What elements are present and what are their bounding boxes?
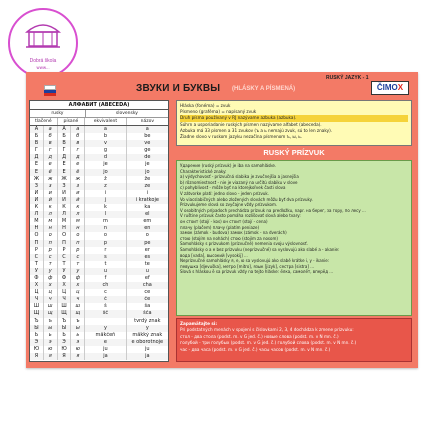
alphabet-cell: а xyxy=(44,126,58,133)
alphabet-cell: a xyxy=(85,126,126,133)
alphabet-cell: Ф xyxy=(58,275,72,282)
col-printed: tlačené xyxy=(30,118,58,125)
alphabet-row xyxy=(30,310,168,317)
alphabet-cell: o xyxy=(145,232,149,239)
alphabet-cell: ge xyxy=(144,147,151,154)
alphabet-cell: jo xyxy=(85,169,126,176)
info-line: Druh písma používaný v RJ nazývame azbuka (azbuka). xyxy=(180,115,408,121)
rule-line: вода [vada], высокий [vysokij] ... xyxy=(180,252,248,258)
alphabet-cell: л xyxy=(44,211,58,218)
logo-url: www... xyxy=(36,65,50,70)
alphabet-cell: Р xyxy=(30,247,44,254)
alphabet-cell: р xyxy=(71,247,85,254)
alphabet-cell: н xyxy=(44,225,58,232)
alphabet-cell: З xyxy=(58,183,72,190)
alphabet-cell: С xyxy=(58,254,72,261)
alphabet-row xyxy=(30,225,168,232)
alphabet-cell: p xyxy=(85,240,126,247)
alphabet-cell: Ь xyxy=(58,332,72,339)
alphabet-cell: je xyxy=(85,161,126,168)
alphabet-cell: у xyxy=(44,268,58,275)
alphabet-cell: a xyxy=(145,126,149,132)
rule-line: V osobitných prípadoch prechádza prízvuk na predložku, napr. на берег, за гору, по лесу ... xyxy=(180,207,366,213)
alphabet-cell: ю xyxy=(44,346,58,353)
stress-rules-box xyxy=(176,160,412,316)
alphabet-cell: и xyxy=(71,190,85,197)
remember-line: час - два часа (podst. m. v G jed. č.) часы часов (podst. m. v N mn. č.) xyxy=(180,346,331,352)
alphabet-cell: Э xyxy=(30,339,44,346)
remember-box xyxy=(176,318,412,362)
alphabet-title: АЛФАВИТ (ABECEDA) xyxy=(30,101,168,110)
alphabet-cell: Щ xyxy=(30,310,44,317)
alphabet-cell: р xyxy=(44,247,58,254)
alphabet-cell: ce xyxy=(144,289,151,296)
alphabet-cell: ь xyxy=(44,332,58,339)
alphabet-cell: У xyxy=(30,268,44,275)
info-line: Súhrn a usporiadanie ruských písmen nazývame alfabet (abeceda). xyxy=(180,121,322,127)
alphabet-cell: П xyxy=(30,240,44,247)
alphabet-row xyxy=(30,353,168,360)
alphabet-cell: pe xyxy=(144,239,151,246)
alphabet-cell: К xyxy=(30,204,44,211)
alphabet-cell: Ц xyxy=(30,289,44,296)
alphabet-cell: c xyxy=(85,289,126,296)
alphabet-cell: u xyxy=(145,267,149,274)
alphabet-cell: i xyxy=(146,189,149,196)
rule-line: Samohlásky o a e bez prízvuku (neprízvučné) sa vyslovujú ako slabé a - akanie: xyxy=(180,246,340,252)
alphabet-row xyxy=(30,190,168,197)
alphabet-cell: х xyxy=(71,282,85,289)
alphabet-cell: šča xyxy=(143,310,152,317)
alphabet-cell: з xyxy=(71,183,85,190)
alphabet-cell: Ж xyxy=(58,176,72,183)
alphabet-cell: Й xyxy=(30,197,44,204)
alphabet-cell: o xyxy=(85,232,126,239)
alphabet-cell: ч xyxy=(71,296,85,303)
alphabet-cell: ц xyxy=(44,289,58,296)
page-title: ЗВУКИ И БУКВЫ xyxy=(136,83,221,94)
alphabet-row xyxy=(30,346,168,353)
alphabet-cell: ch xyxy=(85,282,126,289)
rule-line: b) rôznomiestnosť - nie je viazaný na určitú slabiku v slove xyxy=(180,179,298,185)
alphabet-cell: y xyxy=(145,324,149,331)
alphabet-cell xyxy=(85,318,126,325)
rule-line: a) výdychovosť - prízvučná slabika je zvučnejšia a jasnejšia xyxy=(180,174,299,180)
info-line: Žiadne slovo v ruskom jazyku nezačína písmenom ъ, ы, ь. xyxy=(180,134,303,140)
alphabet-cell: е xyxy=(44,161,58,168)
alphabet-row xyxy=(30,126,168,133)
alphabet-row xyxy=(30,268,168,275)
rule-line: V zátvorke platí: jedno slovo - jeden prízvuk. xyxy=(180,190,269,196)
info-line: Azbuka má 33 písmen a 31 zvukov (ъ a ь nemajú zvuk, sú to len znaky). xyxy=(180,127,333,133)
alphabet-cell: n xyxy=(85,225,126,232)
alphabet-row xyxy=(30,296,168,303)
alphabet-cell: п xyxy=(71,240,85,247)
alphabet-cell: č xyxy=(85,296,126,303)
alphabet-cell: j xyxy=(85,197,126,204)
alphabet-cell: t xyxy=(85,261,126,268)
alphabet-cell: И xyxy=(58,190,72,197)
alphabet-row xyxy=(30,211,168,218)
alphabet-cell: Т xyxy=(30,261,44,268)
alphabet-cell: я xyxy=(44,353,58,360)
alphabet-cell: в xyxy=(44,140,58,147)
alphabet-cell: ч xyxy=(44,296,58,303)
alphabet-cell: с xyxy=(71,254,85,261)
alphabet-cell: je xyxy=(145,161,150,168)
alphabet-row xyxy=(30,275,168,282)
alphabet-cell: Е xyxy=(58,161,72,168)
alphabet-cell: ze xyxy=(144,182,151,189)
series-label: RUSKÝ JAZYK - 1 xyxy=(326,75,369,81)
alphabet-cell: Э xyxy=(58,339,72,346)
info-line: Písmeno (graféma) = napísaný zvuk xyxy=(180,109,257,115)
alphabet-cell: Ш xyxy=(58,303,72,310)
alphabet-cell: Х xyxy=(58,282,72,289)
alphabet-cell: ф xyxy=(71,275,85,282)
alphabet-cell: л xyxy=(71,211,85,218)
alphabet-row xyxy=(30,161,168,168)
alphabet-cell: ju xyxy=(85,346,126,353)
alphabet-row xyxy=(30,169,168,176)
alphabet-cell: с xyxy=(44,254,58,261)
logo-name: Dobrá škola xyxy=(29,58,57,64)
rule-line: Charakteristické znaky: xyxy=(180,168,227,174)
alphabet-cell: В xyxy=(58,140,72,147)
alphabet-cell: Л xyxy=(58,211,72,218)
alphabet-cell: а xyxy=(71,126,85,133)
alphabet-cell: М xyxy=(30,218,44,225)
alphabet-cell: т xyxy=(71,261,85,268)
alphabet-cell: f xyxy=(85,275,126,282)
alphabet-cell: й xyxy=(44,197,58,204)
group-sk: slovensky xyxy=(115,111,138,116)
alphabet-cell: ж xyxy=(71,176,85,183)
alphabet-cell: Й xyxy=(58,197,72,204)
alphabet-cell: Е xyxy=(30,161,44,168)
alphabet-cell: er xyxy=(144,246,150,253)
alphabet-cell: О xyxy=(30,232,44,239)
alphabet-cell: l xyxy=(85,211,126,218)
brand-x: X xyxy=(397,83,404,92)
alphabet-cell: e oborotnoje xyxy=(131,338,164,345)
alphabet-row xyxy=(30,261,168,268)
alphabet-cell: ja xyxy=(145,353,150,359)
language-card xyxy=(26,72,418,368)
rule-line: c) pohyblivosť - môže byť na ktorejkoľvek časti slova xyxy=(180,185,286,191)
alphabet-cell: Ъ xyxy=(30,318,44,325)
alphabet-cell: ъ xyxy=(44,318,58,325)
alphabet-cell: e xyxy=(85,339,126,346)
alphabet-cell: cha xyxy=(142,282,152,289)
alphabet-cell: Ч xyxy=(30,296,44,303)
rule-line: плачу (plačem) плачу (platím peniaze) xyxy=(180,224,260,230)
alphabet-cell: s xyxy=(85,254,126,261)
alphabet-cell: э xyxy=(44,339,58,346)
remember-line: стол - два стола (podst. m. v G jed. č.) новые слова (podst. m. v N mn. č.) xyxy=(180,333,339,339)
alphabet-row xyxy=(30,339,168,346)
alphabet-cell: z xyxy=(85,183,126,190)
alphabet-cell: Я xyxy=(58,353,72,360)
alphabet-cell: Г xyxy=(30,147,44,154)
alphabet-cell: ё xyxy=(71,169,85,176)
rule-line: V ruštine prízvuk často pomáha rozlišovať slová alebo tvary: xyxy=(180,213,301,219)
alphabet-row xyxy=(30,247,168,254)
col-written: písané xyxy=(58,118,86,125)
alphabet-cell: ef xyxy=(144,274,150,281)
alphabet-cell: Ы xyxy=(30,325,44,332)
alphabet-cell: т xyxy=(44,261,58,268)
alphabet-cell: Ю xyxy=(58,346,72,353)
alphabet-cell: И xyxy=(30,190,44,197)
alphabet-cell: З xyxy=(30,183,44,190)
alphabet-cell: ф xyxy=(44,275,58,282)
alphabet-columns xyxy=(30,118,168,126)
alphabet-rows xyxy=(30,126,168,362)
alphabet-cell: О xyxy=(58,232,72,239)
alphabet-cell: м xyxy=(44,218,58,225)
alphabet-cell: о xyxy=(44,232,58,239)
alphabet-cell: к xyxy=(71,204,85,211)
rule-line: Ударение (ruský prízvuk) je iba na samohláske. xyxy=(180,163,277,168)
alphabet-cell: g xyxy=(85,147,126,154)
alphabet-cell: že xyxy=(144,175,151,182)
info-line: Hláska (fonéma) = zvuk xyxy=(180,103,231,108)
alphabet-cell: г xyxy=(71,147,85,154)
alphabet-cell: п xyxy=(44,240,58,247)
alphabet-cell: Ч xyxy=(58,296,72,303)
alphabet-cell: mäkký znak xyxy=(132,331,163,338)
alphabet-cell: em xyxy=(143,218,152,225)
alphabet-cell: д xyxy=(71,154,85,161)
alphabet-cell: ж xyxy=(44,176,58,183)
rule-line: Neprízvučné samohlásky я, е, ю sa vyslovujú ako slabé krátke i, y - ikanie: xyxy=(180,258,330,264)
alphabet-cell: ša xyxy=(144,303,151,310)
alphabet-cell: Л xyxy=(30,211,44,218)
rule-line: стою (stojím na nohách) стою (stojím za nosom) xyxy=(180,235,278,241)
alphabet-row xyxy=(30,232,168,239)
alphabet-cell: el xyxy=(145,211,150,218)
alphabet-cell: u xyxy=(85,268,126,275)
remember-title: Zapamätajte si: xyxy=(180,321,218,326)
rule-line: певушка [djevuška], метро [mitro], язык [jizyk], сестра [sistra] ... xyxy=(180,263,315,269)
brand-main: ČIMO xyxy=(376,83,398,92)
brand-logo xyxy=(8,8,78,78)
alphabet-cell: ъ xyxy=(71,318,85,325)
alphabet-cell: ц xyxy=(71,289,85,296)
rule-line: Samohlásky s prízvukom (prízvučné) nemenia svoju výslovnosť. xyxy=(180,241,308,247)
alphabet-cell: ka xyxy=(144,204,151,211)
alphabet-cell: ё xyxy=(44,169,58,176)
alphabet-row xyxy=(30,140,168,147)
alphabet-cell: tvrdý znak xyxy=(134,317,161,324)
alphabet-cell: й xyxy=(71,197,85,204)
page-subtitle: (HLÁSKY A PÍSMENÁ) xyxy=(232,86,296,92)
alphabet-cell: б xyxy=(71,133,85,140)
alphabet-cell: te xyxy=(144,260,150,267)
alphabet-row xyxy=(30,254,168,261)
alphabet-row xyxy=(30,282,168,289)
remember-line: Pri podstatných menách v spojení s číslovkami 2, 3, 4 dochádza k zmene prízvuku: xyxy=(180,327,354,333)
alphabet-cell: en xyxy=(144,225,151,232)
alphabet-row xyxy=(30,289,168,296)
alphabet-cell: Я xyxy=(30,353,44,360)
alphabet-cell: v xyxy=(85,140,126,147)
alphabet-cell: з xyxy=(44,183,58,190)
alphabet-cell: С xyxy=(30,254,44,261)
alphabet-cell: А xyxy=(58,126,72,133)
alphabet-cell: es xyxy=(144,253,151,260)
flag-ru-sk-icon xyxy=(44,85,56,94)
alphabet-cell: н xyxy=(71,225,85,232)
brand-badge xyxy=(371,81,409,95)
alphabet-cell: ы xyxy=(44,325,58,332)
alphabet-cell: Д xyxy=(30,154,44,161)
alphabet-cell: Ь xyxy=(30,332,44,339)
alphabet-row xyxy=(30,240,168,247)
alphabet-cell: jo xyxy=(145,168,150,175)
rule-line: он стоит (stojí - kos) он стоит (stojí - cena) xyxy=(180,218,268,224)
alphabet-cell: ш xyxy=(71,303,85,310)
alphabet-cell: е xyxy=(71,161,85,168)
alphabet-cell: о xyxy=(71,232,85,239)
alphabet-cell: щ xyxy=(44,310,58,317)
alphabet-cell: Х xyxy=(30,282,44,289)
alphabet-cell: y xyxy=(85,325,126,332)
alphabet-cell: г xyxy=(44,147,58,154)
group-ru: rusky xyxy=(30,110,86,117)
alphabet-cell: i kratkoje xyxy=(135,196,159,203)
alphabet-cell: m xyxy=(85,218,126,225)
alphabet-cell: Ж xyxy=(30,176,44,183)
alphabet-cell: Д xyxy=(58,154,72,161)
alphabet-cell: ju xyxy=(145,345,150,352)
alphabet-cell: В xyxy=(30,140,44,147)
alphabet-cell: mäkčeň xyxy=(85,332,126,339)
alphabet-cell: de xyxy=(144,154,151,161)
alphabet-cell: б xyxy=(44,133,58,140)
alphabet-row xyxy=(30,204,168,211)
alphabet-cell: м xyxy=(71,218,85,225)
alphabet-cell: Н xyxy=(58,225,72,232)
alphabet-cell: b xyxy=(85,133,126,140)
alphabet-cell: щ xyxy=(71,310,85,317)
alphabet-cell: в xyxy=(71,140,85,147)
alphabet-cell: э xyxy=(71,339,85,346)
alphabet-cell: У xyxy=(58,268,72,275)
section-title: RUSKÝ PRÍZVUK xyxy=(263,148,325,157)
rule-line: Slová s hláskou ё sa prízvuk vždy na tejto hláske: ёлка, самолёт, вперёд ... xyxy=(180,269,334,275)
alphabet-row xyxy=(30,176,168,183)
alphabet-cell: ž xyxy=(85,176,126,183)
alphabet-cell: у xyxy=(71,268,85,275)
alphabet-row xyxy=(30,318,168,325)
alphabet-cell: Ф xyxy=(30,275,44,282)
alphabet-cell: я xyxy=(71,353,85,360)
alphabet-cell: к xyxy=(44,204,58,211)
alphabet-cell: Ё xyxy=(30,169,44,176)
remember-line: голубой - три голубых (podst. m. v G jed. č.) голубой слова (podst. m. v N mn. č.) xyxy=(180,340,357,346)
alphabet-row xyxy=(30,133,168,140)
alphabet-cell: Б xyxy=(30,133,44,140)
alphabet-cell: Ы xyxy=(58,325,72,332)
alphabet-cell: К xyxy=(58,204,72,211)
alphabet-cell: д xyxy=(44,154,58,161)
alphabet-cell: х xyxy=(44,282,58,289)
alphabet-row xyxy=(30,183,168,190)
alphabet-cell: Т xyxy=(58,261,72,268)
alphabet-cell: i xyxy=(85,190,126,197)
alphabet-cell: Н xyxy=(30,225,44,232)
alphabet-cell: ja xyxy=(85,353,126,360)
col-name: názov xyxy=(140,119,155,124)
alphabet-cell: be xyxy=(144,133,151,140)
alphabet-cell: šč xyxy=(85,310,126,317)
alphabet-cell: П xyxy=(58,240,72,247)
alphabet-cell: Р xyxy=(58,247,72,254)
alphabet-cell: и xyxy=(44,190,58,197)
alphabet-groups xyxy=(30,110,168,118)
alphabet-cell: ь xyxy=(71,332,85,339)
col-equivalent: ekvivalent xyxy=(85,118,126,125)
alphabet-cell: d xyxy=(85,154,126,161)
alphabet-cell: š xyxy=(85,303,126,310)
alphabet-cell: ы xyxy=(71,325,85,332)
rule-line: Vo viacslabičných alebo zložených slovách môžu byť dva prízvuky. xyxy=(180,196,313,202)
alphabet-cell: r xyxy=(85,247,126,254)
alphabet-row xyxy=(30,218,168,225)
alphabet-row xyxy=(30,147,168,154)
bakery-stall-icon xyxy=(24,22,62,50)
alphabet-cell: če xyxy=(144,296,151,303)
alphabet-table xyxy=(29,100,169,362)
alphabet-cell: ю xyxy=(71,346,85,353)
alphabet-cell: Б xyxy=(58,133,72,140)
rule-line: замок (zámok - budova) замок (zámok - na dverách) xyxy=(180,230,287,236)
alphabet-row xyxy=(30,154,168,161)
alphabet-cell: Ю xyxy=(30,346,44,353)
alphabet-cell: М xyxy=(58,218,72,225)
alphabet-cell: Щ xyxy=(58,310,72,317)
alphabet-cell: Ъ xyxy=(58,318,72,325)
alphabet-cell: Ш xyxy=(30,303,44,310)
alphabet-cell: Ц xyxy=(58,289,72,296)
alphabet-cell: Ё xyxy=(58,169,72,176)
alphabet-cell: ш xyxy=(44,303,58,310)
alphabet-row xyxy=(30,325,168,332)
alphabet-cell: А xyxy=(30,126,44,133)
rule-line: Prízvukujeme slová so zvyčajne vždy prízvukom. xyxy=(180,202,278,208)
alphabet-row xyxy=(30,197,168,204)
alphabet-row xyxy=(30,303,168,310)
alphabet-cell: Г xyxy=(58,147,72,154)
alphabet-row xyxy=(30,332,168,339)
alphabet-cell: ve xyxy=(144,140,151,147)
alphabet-cell: k xyxy=(85,204,126,211)
info-box xyxy=(176,100,412,146)
